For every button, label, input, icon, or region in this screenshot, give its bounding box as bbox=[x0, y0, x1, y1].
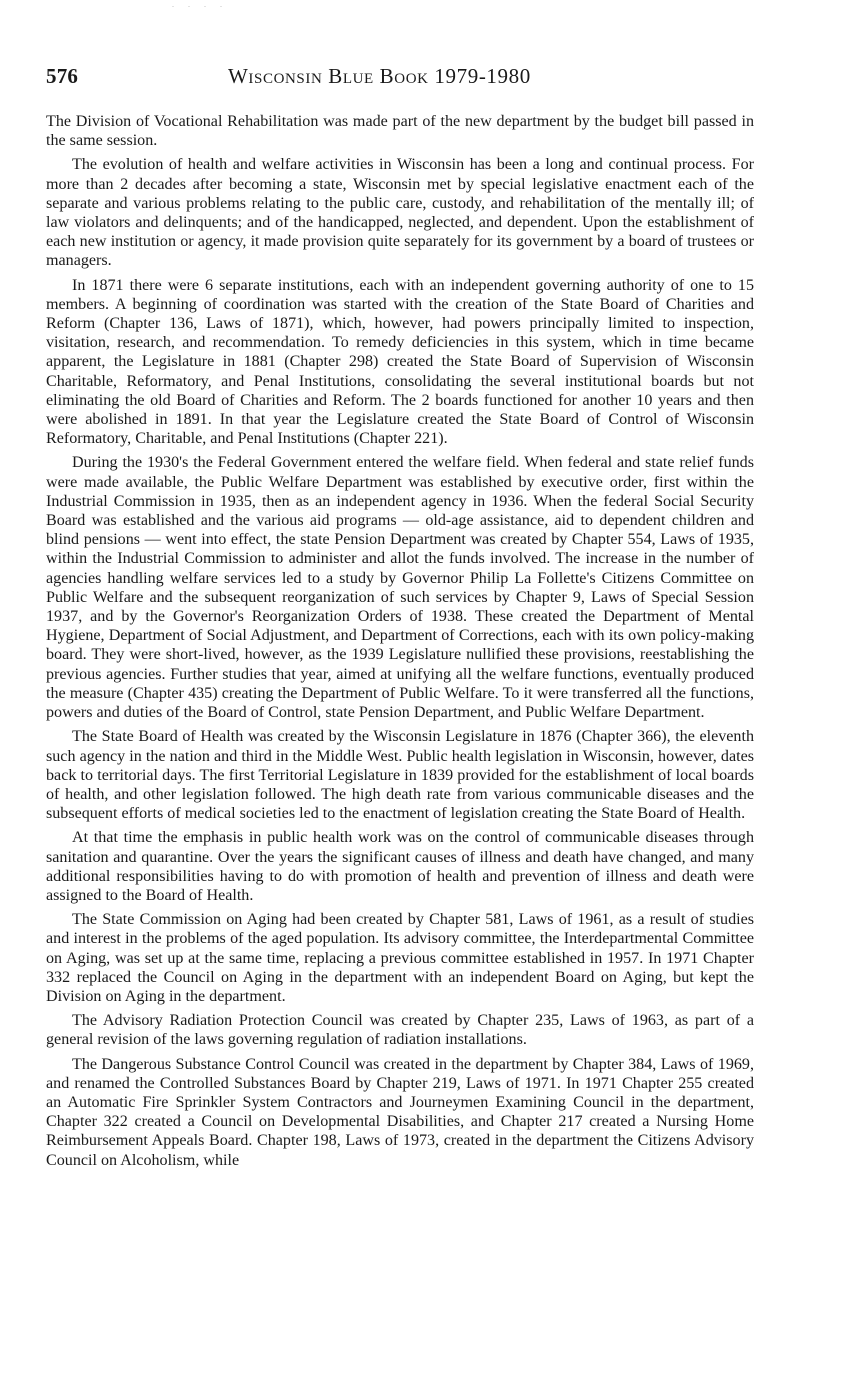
paragraph-vocational-rehabilitation: The Division of Vocational Rehabilitation was made part of the new department by the budget bill passed in the same session. bbox=[46, 113, 754, 150]
page-header bbox=[46, 64, 754, 94]
paragraph-1871-institutions: In 1871 there were 6 separate institutions, each with an independent governing authority of one to 15 members. A beginning of coordination was started with the creation of the State Board of Charities and Reform (Chapter 136, Laws of 1871), which, however, had powers principally limited to inspection, visitation, research, and recommendation. To remedy deficiencies in this system, which in time became apparent, the Legislature in 1881 (Chapter 298) created the State Board of Supervision of Wisconsin Charitable, Reformatory, and Penal Institutions, consolidating the several institutional boards but not eliminating the old Board of Charities and Reform. The 2 boards functioned for another 10 years and then were abolished in 1891. In that year the Legislature created the State Board of Control of Wisconsin Reformatory, Charitable, and Penal Institutions (Chapter 221). bbox=[46, 276, 754, 448]
paragraph-evolution-of-welfare: The evolution of health and welfare activities in Wisconsin has been a long and continual process. For more than 2 decades after becoming a state, Wisconsin met by special legislative enactment each of the separate and various problems relating to the public care, custody, and rehabilitation of the mentally ill; of law violators and delinquents; and of the handicapped, neglected, and dependent. Upon the establishment of each new institution or agency, it made provision quite separately for its government by a board of trustees or managers. bbox=[46, 156, 754, 270]
paragraph-1930s-federal-welfare: During the 1930's the Federal Government entered the welfare field. When federal and state relief funds were made available, the Public Welfare Department was established by executive order, first within the Industrial Commission in 1935, then as an independent agency in 1936. When the federal Social Security Board was established and the various aid programs — old-age assistance, aid to dependent children and blind pensions — went into effect, the state Pension Department was created by Chapter 554, Laws of 1935, within the Industrial Commission to administer and allot the funds involved. The increase in the number of agencies handling welfare services led to a study by Governor Philip La Follette's Citizens Committee on Public Welfare and the subsequent reorganization of such services by Chapter 9, Laws of Special Session 1937, and by the Governor's Reorganization Orders of 1938. These created the Department of Mental Hygiene, Department of Social Adjustment, and Department of Corrections, each with its own policy-making board. They were short-lived, however, as the 1939 Legislature nullified these provisions, reestablishing the previous agencies. Further studies that year, aimed at unifying all the welfare functions, eventually produced the measure (Chapter 435) creating the Department of Public Welfare. To it were transferred all the functions, powers and duties of the Board of Control, state Pension Department, and Public Welfare Department. bbox=[46, 454, 754, 722]
paragraph-dangerous-substance: The Dangerous Substance Control Council was created in the department by Chapter 384, Laws of 1969, and renamed the Controlled Substances Board by Chapter 219, Laws of 1971. In 1971 Chapter 255 created an Automatic Fire Sprinkler System Contractors and Journeymen Examining Council in the department, Chapter 322 created a Council on Developmental Disabilities, and Chapter 217 created a Nursing Home Reimbursement Appeals Board. Chapter 198, Laws of 1973, created in the department the Citizens Advisory Council on Alcoholism, while bbox=[46, 1055, 754, 1169]
running-head: Wisconsin Blue Book 1979-1980 bbox=[228, 64, 531, 88]
page-number: 576 bbox=[46, 64, 79, 88]
paragraph-state-board-of-health: The State Board of Health was created by the Wisconsin Legislature in 1876 (Chapter 366), the eleventh such agency in the nation and third in the Middle West. Public health legislation in Wisconsin, however, dates back to territorial days. The first Territorial Legislature in 1839 provided for the establishment of local boards of health, and other legislation followed. The high death rate from various communicable diseases and the subsequent efforts of medical societies led to the enactment of legislation creating the State Board of Health. bbox=[46, 728, 754, 823]
paragraph-commission-on-aging: The State Commission on Aging had been created by Chapter 581, Laws of 1961, as a result of studies and interest in the problems of the aged population. Its advisory committee, the Interdepartmental Committee on Aging, was set up at the same time, replacing a previous committee established in 1957. In 1971 Chapter 332 replaced the Council on Aging in the department with an independent Board on Aging, but kept the Division on Aging in the department. bbox=[46, 911, 754, 1005]
document-page bbox=[46, 64, 754, 1175]
scan-artifact: . . . . bbox=[172, 0, 228, 9]
paragraph-public-health-emphasis: At that time the emphasis in public health work was on the control of communicable diseases through sanitation and quarantine. Over the years the significant causes of illness and death have changed, and many additional responsibilities having to do with promotion of health and prevention of illness and death were assigned to the Board of Health. bbox=[46, 829, 754, 904]
body-text bbox=[46, 112, 754, 1170]
paragraph-radiation-protection: The Advisory Radiation Protection Council was created by Chapter 235, Laws of 1963, as part of a general revision of the laws governing regulation of radiation installations. bbox=[46, 1012, 754, 1049]
